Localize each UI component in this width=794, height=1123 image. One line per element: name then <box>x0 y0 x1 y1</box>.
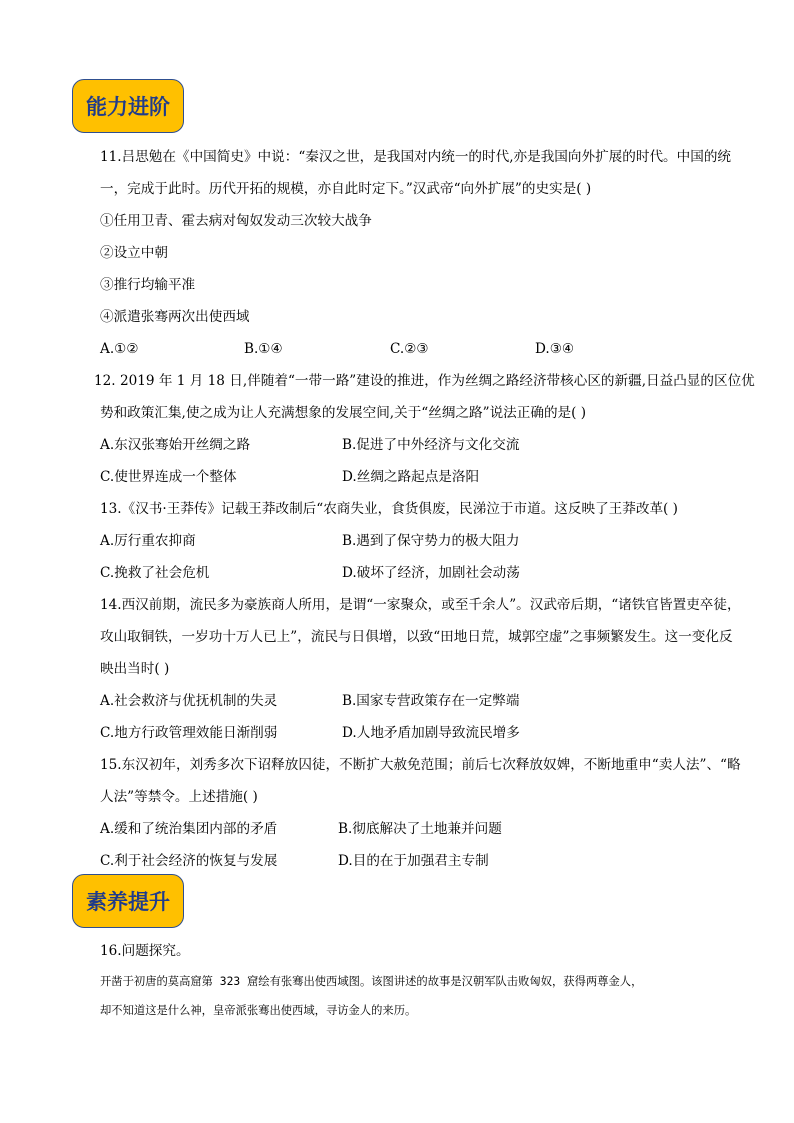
section-title: 能力进阶 <box>86 95 170 119</box>
question-13-option-d: D.破坏了经济，加剧社会动荡 <box>342 565 520 581</box>
question-14-option-b: B.国家专营政策存在一定弊端 <box>342 693 520 709</box>
question-14-line-1: 14.西汉前期，流民多为豪族商人所用，是谓“一家聚众，或至千余人”。汉武帝后期，“诸铁官皆置吏卒徒， <box>100 597 741 613</box>
question-12-option-b: B.促进了中外经济与文化交流 <box>342 437 520 453</box>
question-15-line-2: 人法”等禁令。上述措施( ) <box>100 789 258 805</box>
question-15-option-c: C.利于社会经济的恢复与发展 <box>100 853 278 869</box>
question-16-passage-line-1: 开凿于初唐的莫高窟第 323 窟绘有张骞出使西域图。该图讲述的故事是汉朝军队击败匈奴，获得两尊金人， <box>100 975 643 988</box>
section-badge-literacy <box>72 874 184 928</box>
question-13-option-a: A.厉行重农抑商 <box>100 533 196 549</box>
question-11-option-c: C.②③ <box>390 341 429 357</box>
question-15-option-b: B.彻底解决了土地兼并问题 <box>338 821 502 837</box>
question-16-line-1: 16.问题探究。 <box>100 943 190 959</box>
question-12-option-c: C.使世界连成一个整体 <box>100 469 237 485</box>
question-14-line-2: 攻山取铜铁，一岁功十万人已上”，流民与日俱增，以致“田地日荒，城郭空虚”之事频繁发生。这一变化反 <box>100 629 733 645</box>
question-12-line-1: 12. 2019 年 1 月 18 日,伴随着“一带一路”建设的推进，作为丝绸之路经济带核心区的新疆,日益凸显的区位优 <box>94 373 755 389</box>
section-badge-ability <box>72 79 184 133</box>
question-13-option-b: B.遇到了保守势力的极大阻力 <box>342 533 520 549</box>
question-16-passage-line-2: 却不知道这是什么神，皇帝派张骞出使西域，寻访金人的来历。 <box>100 1004 417 1017</box>
question-14-option-c: C.地方行政管理效能日渐削弱 <box>100 725 278 741</box>
section-title: 素养提升 <box>86 890 170 914</box>
question-13-line-1: 13.《汉书·王莽传》记载王莽改制后“农商失业，食货俱废，民涕泣于市道。这反映了王莽改革( ) <box>100 501 678 517</box>
question-15-option-d: D.目的在于加强君主专制 <box>338 853 489 869</box>
question-15-line-1: 15.东汉初年，刘秀多次下诏释放囚徒，不断扩大赦免范围；前后七次释放奴婢，不断地重申“卖人法”、“略 <box>100 757 741 773</box>
question-11-option-d: D.③④ <box>535 341 575 357</box>
question-12-option-a: A.东汉张骞始开丝绸之路 <box>100 437 251 453</box>
question-11-line-1: 11.吕思勉在《中国简史》中说：“秦汉之世，是我国对内统一的时代,亦是我国向外扩展的时代。中国的统 <box>100 149 732 165</box>
question-14-option-d: D.人地矛盾加剧导致流民增多 <box>342 725 520 741</box>
question-11-item-2: ②设立中朝 <box>100 245 168 261</box>
question-11-item-4: ④派遣张骞两次出使西域 <box>100 309 250 325</box>
question-15-option-a: A.缓和了统治集团内部的矛盾 <box>100 821 278 837</box>
question-11-option-b: B.①④ <box>244 341 283 357</box>
question-14-option-a: A.社会救济与优抚机制的失灵 <box>100 693 278 709</box>
question-12-option-d: D.丝绸之路起点是洛阳 <box>342 469 480 485</box>
question-11-option-a: A.①② <box>100 341 139 357</box>
question-13-option-c: C.挽救了社会危机 <box>100 565 210 581</box>
question-14-line-3: 映出当时( ) <box>100 661 170 677</box>
question-12-line-2: 势和政策汇集,使之成为让人充满想象的发展空间,关于“丝绸之路”说法正确的是( ) <box>100 405 587 421</box>
question-11-item-3: ③推行均输平准 <box>100 277 196 293</box>
question-11-line-2: 一，完成于此时。历代开拓的规模，亦自此时定下。”汉武帝“向外扩展”的史实是( ) <box>100 181 592 197</box>
question-11-item-1: ①任用卫青、霍去病对匈奴发动三次较大战争 <box>100 213 372 229</box>
